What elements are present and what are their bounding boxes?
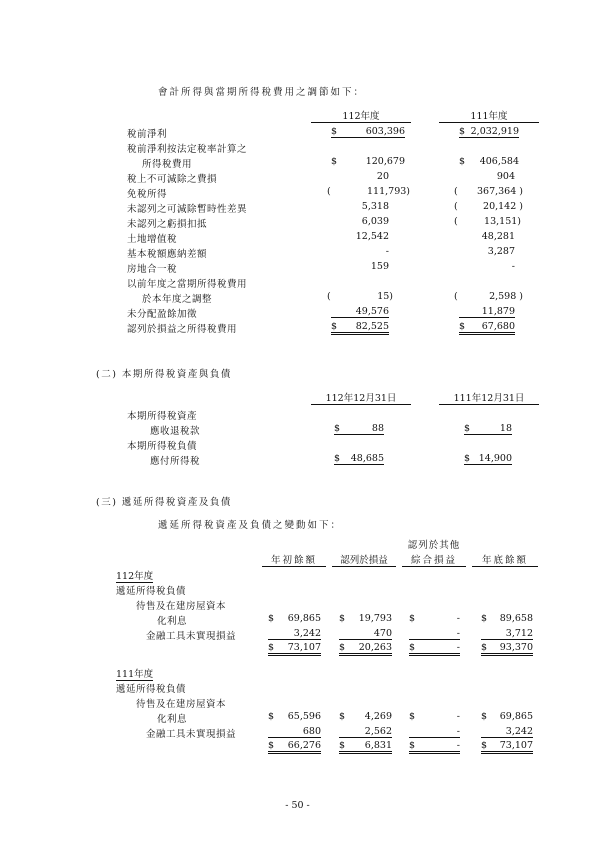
s1-value-112: 120,679 [365, 156, 405, 167]
s1-paren: ( [454, 216, 458, 227]
s3-total-closing: 93,370 [481, 642, 533, 656]
s2-currency: $ [464, 423, 471, 434]
s3-currency: $ [339, 642, 346, 653]
s3-row-label: 金融工具未實現損益 [146, 729, 237, 740]
s2-row-label: 本期所得稅負債 [127, 441, 198, 452]
s1-row-label: 所得稅費用 [142, 159, 193, 170]
s1-row-label: 土地增值稅 [127, 234, 178, 245]
s3-value-profit-loss: 19,793 [358, 613, 392, 624]
s3-value-oci: - [456, 711, 460, 722]
s3-row-label: 待售及在建房屋資本 [136, 699, 227, 710]
s2-title: (二) 本期所得稅資產與負債 [96, 369, 232, 380]
s1-value-112: 15) [377, 291, 393, 302]
s1-row-label: 未認列之虧損扣抵 [127, 219, 208, 230]
s1-value-111: 67,680 [459, 321, 515, 335]
s3-row-label: 金融工具未實現損益 [146, 631, 237, 642]
s3-value-closing: 89,658 [499, 613, 533, 624]
s3-currency: $ [409, 642, 416, 653]
s3-currency: $ [339, 613, 346, 624]
s1-value-111: 406,584 [479, 156, 519, 167]
s1-value-111: 2,598 ) [489, 291, 523, 302]
s1-currency: $ [459, 156, 466, 167]
s3-currency: $ [481, 642, 488, 653]
s1-row-label: 未認列之可減除暫時性差異 [127, 204, 248, 215]
s3-year-label: 112年度 [116, 568, 153, 583]
s3-total-opening: 73,107 [268, 642, 321, 656]
s1-paren: ( [454, 201, 458, 212]
s2-row-label: 本期所得稅資產 [127, 411, 198, 422]
s1-row-label: 免稅所得 [127, 189, 168, 200]
s1-intro: 會計所得與當期所得稅費用之調節如下： [158, 87, 366, 98]
s3-value-opening: 69,865 [287, 613, 321, 624]
s3-header-opening: 年初餘額 [262, 552, 326, 567]
s1-value-111: 48,281 [481, 231, 515, 242]
s3-row-label: 遞延所得稅負債 [116, 684, 187, 695]
s2-value-112: 88 [334, 423, 384, 435]
s3-total-profit-loss: 6,831 [339, 740, 392, 754]
s1-value-111: 20,142 ) [483, 201, 523, 212]
s3-currency: $ [481, 613, 488, 624]
s1-paren: ( [454, 291, 458, 302]
s3-value-oci: - [409, 726, 460, 738]
s2-row-label: 應收退稅款 [150, 426, 201, 437]
s3-currency: $ [409, 711, 416, 722]
s3-currency: $ [481, 740, 488, 751]
page-number: - 50 - [285, 800, 310, 811]
s2-value-112: 48,685 [334, 453, 384, 465]
s3-row-label: 待售及在建房屋資本 [136, 601, 227, 612]
s1-row-label: 稅前淨利 [127, 129, 168, 140]
s1-value-112: 5,318 [361, 201, 389, 212]
s3-header-closing: 年底餘額 [472, 552, 538, 567]
s3-currency: $ [268, 711, 275, 722]
s1-row-label: 於本年度之調整 [142, 294, 213, 305]
s1-value-112: 603,396 [331, 126, 405, 138]
s1-currency: $ [459, 321, 466, 332]
s3-value-opening: 680 [268, 726, 321, 738]
s1-row-label: 稅上不可減除之費損 [127, 174, 218, 185]
s2-currency: $ [334, 453, 341, 464]
s3-header-oci-line1: 認列於其他 [407, 540, 461, 551]
s1-row-label: 基本稅額應納差額 [127, 249, 208, 260]
s1-value-112: 111,793) [367, 186, 410, 197]
s3-row-label: 化利息 [157, 616, 188, 627]
s2-col1-header: 112年12月31日 [311, 390, 411, 405]
s1-value-111: 2,032,919 [459, 126, 519, 138]
s1-value-111: 367,364 ) [476, 186, 523, 197]
s3-row-label: 化利息 [157, 714, 188, 725]
s3-currency: $ [268, 642, 275, 653]
s3-value-profit-loss: 470 [339, 628, 392, 640]
s2-currency: $ [334, 423, 341, 434]
s3-value-opening: 3,242 [268, 628, 321, 640]
s1-value-111: - [511, 261, 515, 272]
s1-value-112: - [385, 246, 389, 257]
s3-intro: 遞延所得稅資產及負債之變動如下： [158, 520, 343, 531]
s3-year-label: 111年度 [116, 666, 153, 681]
s1-col1-header: 112年度 [311, 108, 411, 123]
s3-value-closing: 69,865 [499, 711, 533, 722]
s1-value-112: 6,039 [361, 216, 389, 227]
s3-total-closing: 73,107 [481, 740, 533, 754]
s3-value-oci: - [456, 613, 460, 624]
s3-total-opening: 66,276 [268, 740, 321, 754]
s3-header-oci-line2: 綜合損益 [402, 552, 466, 567]
s3-currency: $ [339, 740, 346, 751]
s2-row-label: 應付所得稅 [150, 456, 201, 467]
s1-row-label: 以前年度之當期所得稅費用 [127, 279, 248, 290]
s3-total-oci: - [409, 642, 460, 656]
s1-row-label: 稅前淨利按法定稅率計算之 [127, 144, 248, 155]
s1-currency: $ [331, 126, 338, 137]
s1-row-label: 未分配盈餘加徵 [127, 309, 198, 320]
s1-value-111: 13,151) [484, 216, 521, 227]
s1-row-label: 房地合一稅 [127, 264, 178, 275]
s1-value-111: 11,879 [459, 306, 515, 318]
s3-currency: $ [339, 711, 346, 722]
s1-value-111: 3,287 [487, 246, 515, 257]
s1-value-112: 82,525 [331, 321, 389, 335]
s3-value-opening: 65,596 [287, 711, 321, 722]
s1-currency: $ [459, 126, 466, 137]
s1-value-112: 159 [370, 261, 389, 272]
s1-col2-header: 111年度 [439, 108, 539, 123]
s3-currency: $ [268, 613, 275, 624]
s1-currency: $ [331, 156, 338, 167]
s1-value-111: 904 [496, 171, 515, 182]
s3-value-closing: 3,712 [481, 628, 533, 640]
s1-paren: ( [327, 291, 331, 302]
s2-value-111: 14,900 [464, 453, 512, 465]
s1-currency: $ [331, 321, 338, 332]
s3-value-oci: - [409, 628, 460, 640]
s1-paren: ( [454, 186, 458, 197]
s2-currency: $ [464, 453, 471, 464]
s3-total-oci: - [409, 740, 460, 754]
s1-value-112: 20 [376, 171, 389, 182]
s3-total-profit-loss: 20,263 [339, 642, 392, 656]
s3-value-closing: 3,242 [481, 726, 533, 738]
s2-value-111: 18 [464, 423, 512, 435]
s3-currency: $ [409, 740, 416, 751]
s1-value-112: 49,576 [331, 306, 389, 318]
s3-currency: $ [481, 711, 488, 722]
s3-currency: $ [268, 740, 275, 751]
s3-currency: $ [409, 613, 416, 624]
s1-value-112: 12,542 [355, 231, 389, 242]
s3-value-profit-loss: 2,562 [339, 726, 392, 738]
s3-header-profit-loss: 認列於損益 [332, 552, 396, 567]
s3-title: (三) 遞延所得稅資產及負債 [96, 497, 232, 508]
s3-value-profit-loss: 4,269 [364, 711, 392, 722]
s2-col2-header: 111年12月31日 [439, 390, 539, 405]
s1-paren: ( [327, 186, 331, 197]
s3-row-label: 遞延所得稅負債 [116, 586, 187, 597]
s1-row-label: 認列於損益之所得稅費用 [127, 324, 238, 335]
